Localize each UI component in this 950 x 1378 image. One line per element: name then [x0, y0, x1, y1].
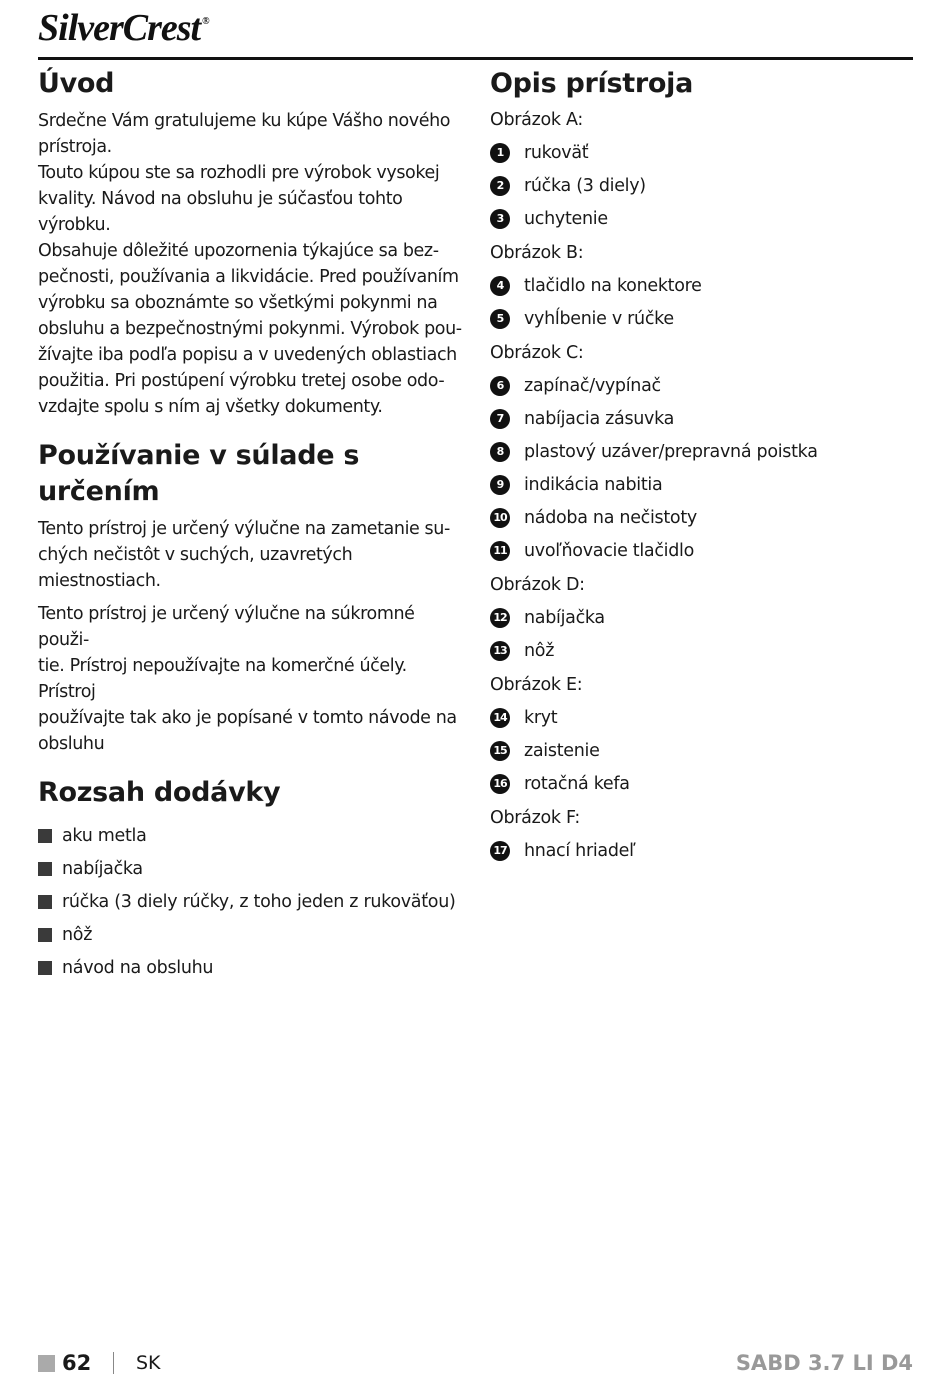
figure-block — [490, 806, 920, 867]
number-badge-icon: 7 — [490, 409, 510, 429]
left-column — [38, 66, 463, 984]
part-item: 14 kryt — [490, 701, 920, 734]
intro-line: Srdečne Vám gratulujeme ku kúpe Vášho nového — [38, 111, 451, 131]
list-item: aku metla — [38, 819, 463, 852]
part-item: 15 zaistenie — [490, 734, 920, 767]
part-item: 13 nôž — [490, 634, 920, 667]
intro-line: pečnosti, používania a likvidácie. Pred používaním — [38, 267, 459, 287]
figure-block — [490, 341, 920, 567]
scope-list — [38, 819, 463, 984]
number-badge-icon: 16 — [490, 774, 510, 794]
description-heading: Opis prístroja — [490, 68, 694, 99]
bullet-square-icon — [38, 961, 52, 975]
list-item: nôž — [38, 918, 463, 951]
usage-line: chých nečistôt v suchých, uzavretých miestnostiach. — [38, 545, 353, 591]
part-item: 5 vyhĺbenie v rúčke — [490, 302, 920, 335]
figure-label: Obrázok A: — [490, 110, 583, 130]
bullet-square-icon — [38, 829, 52, 843]
number-badge-icon: 6 — [490, 376, 510, 396]
language-code: SK — [136, 1352, 161, 1374]
right-column — [490, 66, 920, 867]
number-badge-icon: 8 — [490, 442, 510, 462]
part-item: 6 zapínač/vypínač — [490, 369, 920, 402]
brand-logo: SilverCrest ® — [38, 7, 209, 49]
bullet-square-icon — [38, 862, 52, 876]
part-item: 8 plastový uzáver/prepravná poistka — [490, 435, 920, 468]
intro-line: vzdajte spolu s ním aj všetky dokumenty. — [38, 397, 383, 417]
number-badge-icon: 1 — [490, 143, 510, 163]
number-badge-icon: 10 — [490, 508, 510, 528]
part-item: 9 indikácia nabitia — [490, 468, 920, 501]
figure-block — [490, 241, 920, 335]
usage-heading: Používanie v súlade s určením — [38, 440, 360, 507]
intro-line: kvality. Návod na obsluhu je súčasťou tohto výrobku. — [38, 189, 403, 235]
part-item: 3 uchytenie — [490, 202, 920, 235]
number-badge-icon: 4 — [490, 276, 510, 296]
part-item: 12 nabíjačka — [490, 601, 920, 634]
part-item: 10 nádoba na nečistoty — [490, 501, 920, 534]
intro-line: výrobku sa oboznámte so všetkými pokynmi na — [38, 293, 438, 313]
number-badge-icon: 13 — [490, 641, 510, 661]
list-item: rúčka (3 diely rúčky, z toho jeden z rukoväťou) — [38, 885, 463, 918]
number-badge-icon: 12 — [490, 608, 510, 628]
figure-label: Obrázok D: — [490, 575, 585, 595]
footer-square-icon — [38, 1355, 55, 1372]
footer-divider — [113, 1352, 114, 1374]
part-item: 11 uvoľňovacie tlačidlo — [490, 534, 920, 567]
part-item: 4 tlačidlo na konektore — [490, 269, 920, 302]
figure-label: Obrázok E: — [490, 675, 583, 695]
usage-line: tie. Prístroj nepoužívajte na komerčné účely. Prístroj — [38, 656, 407, 702]
part-item: 16 rotačná kefa — [490, 767, 920, 800]
figure-block — [490, 573, 920, 667]
model-number: SABD 3.7 LI D4 — [735, 1351, 913, 1375]
intro-line: prístroja. — [38, 137, 112, 157]
part-item: 1 rukoväť — [490, 136, 920, 169]
figure-label: Obrázok C: — [490, 343, 584, 363]
list-item: návod na obsluhu — [38, 951, 463, 984]
number-badge-icon: 15 — [490, 741, 510, 761]
header-rule — [38, 57, 913, 60]
part-item: 2 rúčka (3 diely) — [490, 169, 920, 202]
part-item: 17 hnací hriadeľ — [490, 834, 920, 867]
number-badge-icon: 17 — [490, 841, 510, 861]
figure-block — [490, 108, 920, 235]
number-badge-icon: 14 — [490, 708, 510, 728]
figure-label: Obrázok B: — [490, 243, 584, 263]
intro-line: žívajte iba podľa popisu a v uvedených oblastiach — [38, 345, 457, 365]
part-item: 7 nabíjacia zásuvka — [490, 402, 920, 435]
bullet-square-icon — [38, 895, 52, 909]
intro-line: použitia. Pri postúpení výrobku tretej osobe odo- — [38, 371, 445, 391]
usage-line: používajte tak ako je popísané v tomto návode na — [38, 708, 457, 728]
number-badge-icon: 2 — [490, 176, 510, 196]
number-badge-icon: 11 — [490, 541, 510, 561]
intro-line: Obsahuje dôležité upozornenia týkajúce sa bez- — [38, 241, 439, 261]
usage-line: obsluhu — [38, 734, 105, 754]
page-number: 62 — [62, 1351, 92, 1375]
number-badge-icon: 3 — [490, 209, 510, 229]
number-badge-icon: 9 — [490, 475, 510, 495]
scope-heading: Rozsah dodávky — [38, 777, 281, 808]
intro-heading: Úvod — [38, 68, 115, 99]
usage-line: Tento prístroj je určený výlučne na zametanie su- — [38, 519, 450, 539]
intro-line: Touto kúpou ste sa rozhodli pre výrobok vysokej — [38, 163, 440, 183]
number-badge-icon: 5 — [490, 309, 510, 329]
figure-label: Obrázok F: — [490, 808, 580, 828]
figure-block — [490, 673, 920, 800]
bullet-square-icon — [38, 928, 52, 942]
intro-line: obsluhu a bezpečnostnými pokynmi. Výrobok pou- — [38, 319, 462, 339]
usage-line: Tento prístroj je určený výlučne na súkromné použi- — [38, 604, 415, 650]
list-item: nabíjačka — [38, 852, 463, 885]
